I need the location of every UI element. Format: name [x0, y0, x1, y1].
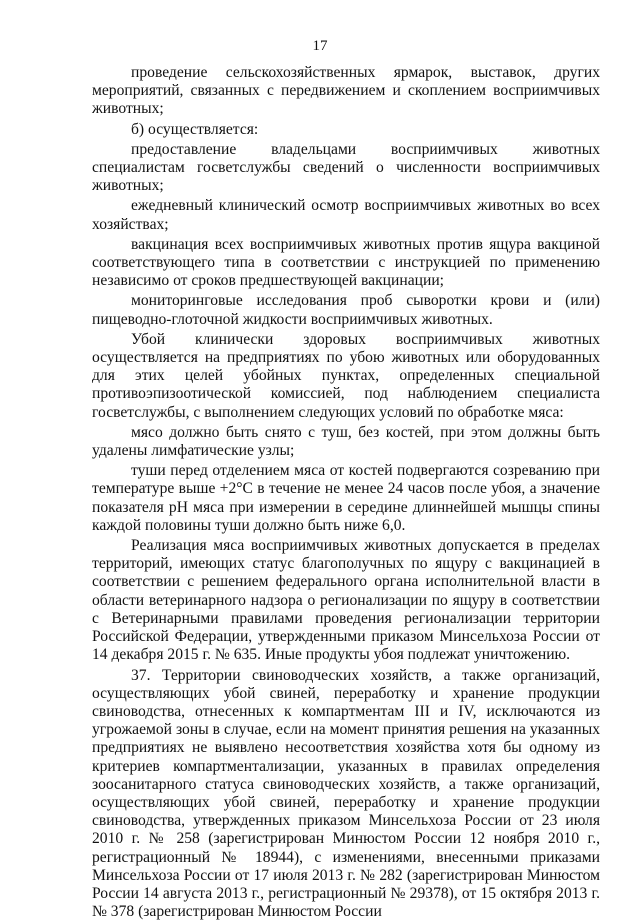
- paragraph-fairs-restriction: проведение сельскохозяйственных ярмарок, выставок, других мероприятий, связанных с передвижением и скоплением восприимчивых животных;: [92, 64, 600, 119]
- paragraph-monitoring: мониторинговые исследования проб сыворотки крови и (или) пищеводно-глоточной жидкости восприимчивых животных.: [92, 292, 600, 328]
- paragraph-owner-reporting: предоставление владельцами восприимчивых животных специалистам госветслужбы сведений о численности восприимчивых животных;: [92, 141, 600, 196]
- paragraph-slaughter-conditions: Убой клинически здоровых восприимчивых животных осуществляется на предприятиях по убою животных или оборудованных для этих целей убойных пунктах, определенных специальной противоэпизоотической комиссией, под наблюдением специалиста госветслужбы, с выполнением следующих условий по обработке мяса:: [92, 331, 600, 422]
- paragraph-37-pig-farms: 37. Территории свиноводческих хозяйств, а также организаций, осуществляющих убой свиней, переработку и хранение продукции свиноводства, отнесенных к компартментам III и IV, исключаются из угрожаемой зоны в случае, если на момент принятия решения на указанных предприятиях не выявлено несоответствия хозяйства хотя бы одному из критериев компартментализации, указанных в правилах определения зоосанитарного статуса свиноводческих хозяйств, а также организаций, осуществляющих убой свиней, переработку и хранение продукции свиноводства, утвержденных приказом Минсельхоза России от 23 июля 2010 г. № 258 (зарегистрирован Минюстом России 12 ноября 2010 г., регистрационный № 18944), с изменениями, внесенными приказами Минсельхоза России от 17 июля 2013 г. № 282 (зарегистрирован Минюстом России 14 августа 2013 г., регистрационный № 29378), от 15 октября 2013 г. № 378 (зарегистрирован Минюстом России: [92, 667, 600, 921]
- page-number: 17: [0, 38, 640, 55]
- paragraph-meat-deboning: мясо должно быть снято с туш, без костей, при этом должны быть удалены лимфатические узлы;: [92, 424, 600, 460]
- paragraph-b-performed: б) осуществляется:: [92, 121, 600, 139]
- paragraph-vaccination: вакцинация всех восприимчивых животных против ящура вакциной соответствующего типа в соответствии с инструкцией по применению независимо от сроков предшествующей вакцинации;: [92, 236, 600, 291]
- document-body: [92, 64, 600, 921]
- paragraph-daily-inspection: ежедневный клинический осмотр восприимчивых животных во всех хозяйствах;: [92, 197, 600, 233]
- paragraph-carcass-maturation: туши перед отделением мяса от костей подвергаются созреванию при температуре выше +2°С в течение не менее 24 часов после убоя, а значение показателя рН мяса при измерении в середине длиннейшей мышцы спины каждой половины туши должно быть ниже 6,0.: [92, 462, 600, 535]
- paragraph-meat-sale: Реализация мяса восприимчивых животных допускается в пределах территорий, имеющих статус благополучных по ящуру с вакцинацией в соответствии с решением федерального органа исполнительной власти в области ветеринарного надзора о регионализации по ящуру в соответствии с Ветеринарными правилами проведения регионализации территории Российской Федерации, утвержденными приказом Минсельхоза России от 14 декабря 2015 г. № 635. Иные продукты убоя подлежат уничтожению.: [92, 537, 600, 664]
